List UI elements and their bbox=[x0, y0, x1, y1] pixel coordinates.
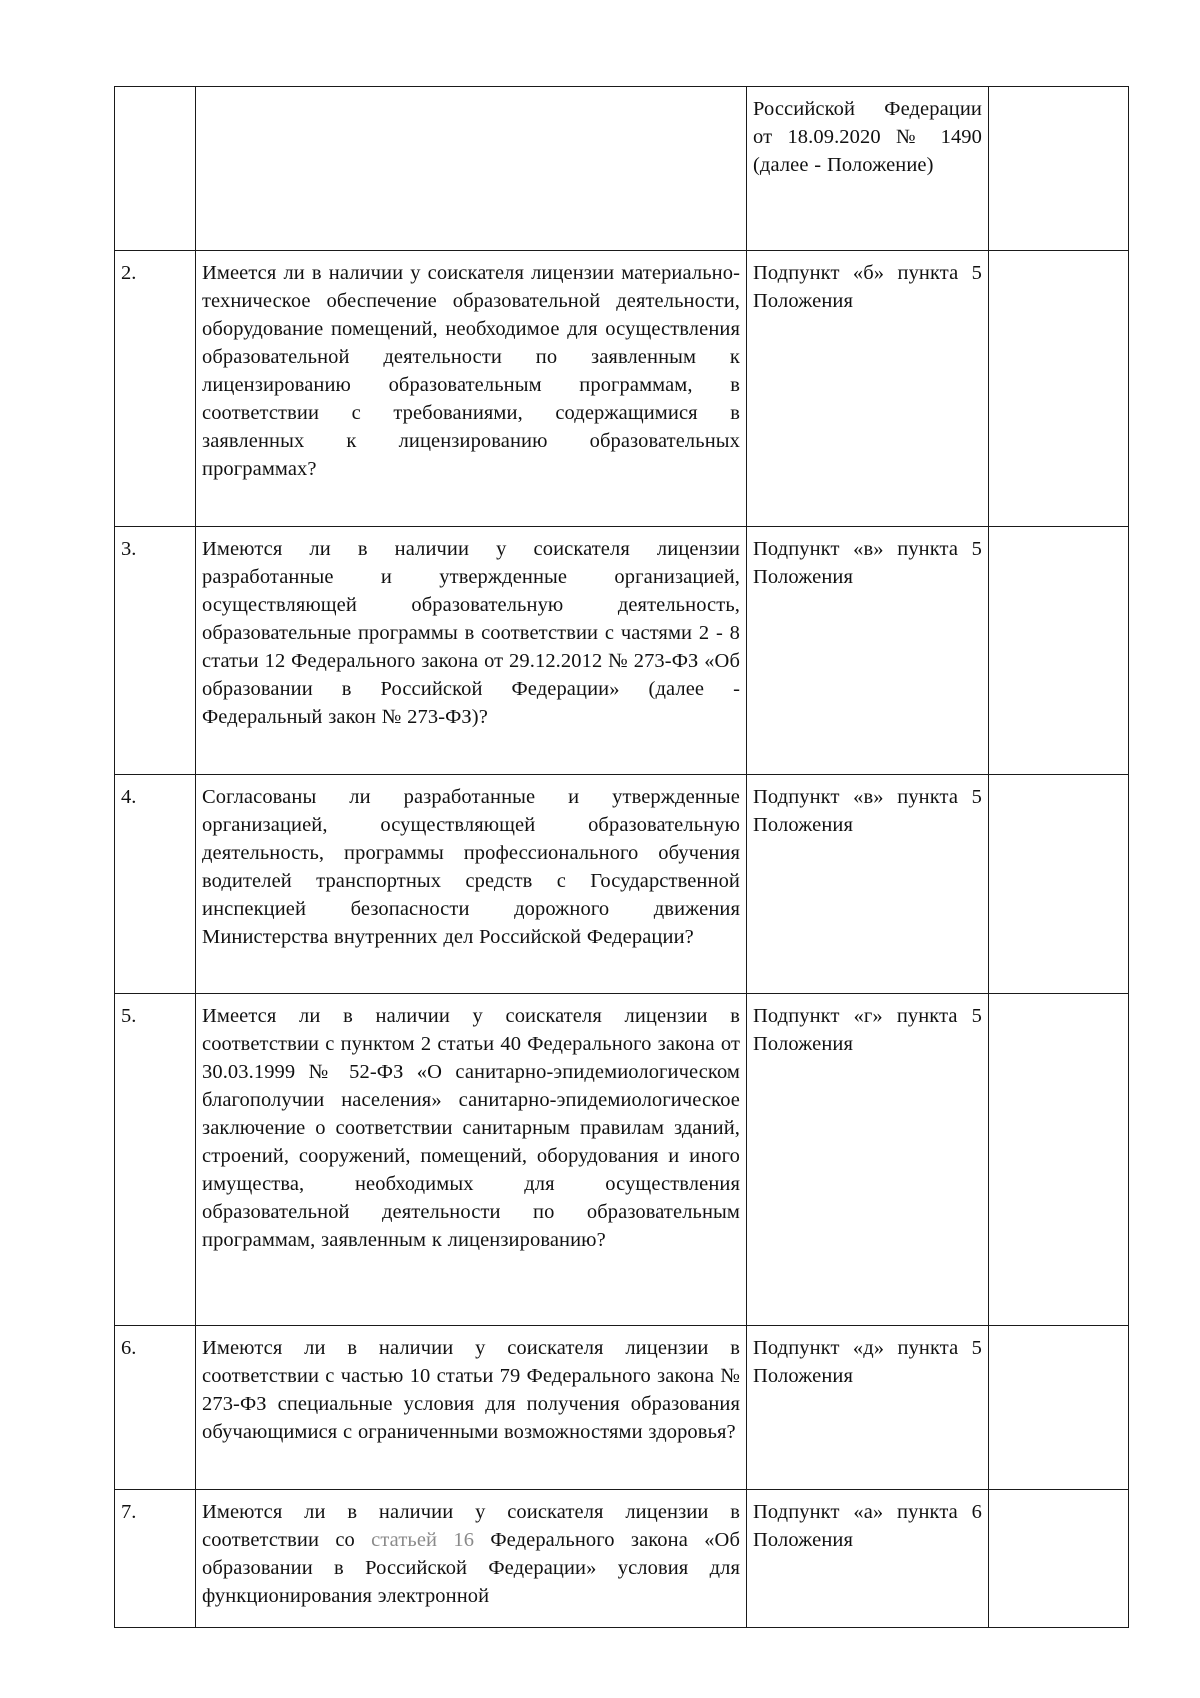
question-cell: Имеются ли в наличии у соискателя лицензии разработанные и утвержденные организацией, осуществляющей образовательную деятельность, образовательные программы в соответствии с частями 2 - 8 статьи 12 Федерального закона от 29.12.2012 № 273-ФЗ «Об образовании в Российской Федерации» (далее - Федеральный закон № 273-ФЗ)? bbox=[196, 527, 747, 775]
reference-cell: Подпункт «д» пункта 5 Положения bbox=[747, 1326, 989, 1490]
reference-cell: Подпункт «в» пункта 5 Положения bbox=[747, 775, 989, 994]
answer-cell bbox=[989, 994, 1129, 1326]
answer-cell bbox=[989, 1490, 1129, 1628]
question-text: Федерального закона «Об образовании в Российской Федерации» условия для функционирования электронной bbox=[202, 1529, 740, 1607]
answer-cell bbox=[989, 87, 1129, 251]
reference-cell: Подпункт «а» пункта 6 Положения bbox=[747, 1490, 989, 1628]
table-row bbox=[115, 87, 1129, 251]
question-cell bbox=[196, 87, 747, 251]
row-number-cell: 7. bbox=[115, 1490, 196, 1628]
faded-reference-text: статьей 16 bbox=[371, 1529, 475, 1551]
answer-cell bbox=[989, 251, 1129, 527]
question-cell: Имеется ли в наличии у соискателя лицензии в соответствии с пунктом 2 статьи 40 Федерального закона от 30.03.1999 № 52-ФЗ «О санитарно-эпидемиологическом благополучии населения» санитарно-эпидемиологическое заключение о соответствии санитарным правилам зданий, строений, сооружений, помещений, оборудования и иного имущества, необходимых для осуществления образовательной деятельности по образовательным программам, заявленным к лицензированию? bbox=[196, 994, 747, 1326]
answer-cell bbox=[989, 775, 1129, 994]
row-number-cell: 5. bbox=[115, 994, 196, 1326]
question-cell: Имеется ли в наличии у соискателя лицензии материально-техническое обеспечение образовательной деятельности, оборудование помещений, необходимое для осуществления образовательной деятельности по заявленным к лицензированию образовательным программам, в соответствии с требованиями, содержащимися в заявленных к лицензированию образовательных программах? bbox=[196, 251, 747, 527]
table-row bbox=[115, 994, 1129, 1326]
table-row bbox=[115, 527, 1129, 775]
row-number-cell: 3. bbox=[115, 527, 196, 775]
reference-cell: Подпункт «б» пункта 5 Положения bbox=[747, 251, 989, 527]
table-row bbox=[115, 251, 1129, 527]
row-number-cell: 2. bbox=[115, 251, 196, 527]
row-number-cell: 4. bbox=[115, 775, 196, 994]
reference-cell: Подпункт «г» пункта 5 Положения bbox=[747, 994, 989, 1326]
answer-cell bbox=[989, 527, 1129, 775]
reference-cell: Подпункт «в» пункта 5 Положения bbox=[747, 527, 989, 775]
question-cell: Согласованы ли разработанные и утвержденные организацией, осуществляющей образовательную деятельность, программы профессионального обучения водителей транспортных средств с Государственной инспекцией безопасности дорожного движения Министерства внутренних дел Российской Федерации? bbox=[196, 775, 747, 994]
table-row bbox=[115, 1490, 1129, 1628]
question-text: Имеются ли в наличии у соискателя лицензии в соответствии со bbox=[202, 1501, 740, 1551]
table-row bbox=[115, 1326, 1129, 1490]
table-row bbox=[115, 775, 1129, 994]
checklist-table bbox=[114, 86, 1129, 1628]
question-cell bbox=[196, 1490, 747, 1628]
document-page bbox=[114, 86, 1128, 1628]
answer-cell bbox=[989, 1326, 1129, 1490]
row-number-cell: 6. bbox=[115, 1326, 196, 1490]
question-cell: Имеются ли в наличии у соискателя лицензии в соответствии с частью 10 статьи 79 Федерального закона № 273-ФЗ специальные условия для получения образования обучающимися с ограниченными возможностями здоровья? bbox=[196, 1326, 747, 1490]
row-number-cell bbox=[115, 87, 196, 251]
reference-cell: Российской Федерации от 18.09.2020 № 1490 (далее - Положение) bbox=[747, 87, 989, 251]
